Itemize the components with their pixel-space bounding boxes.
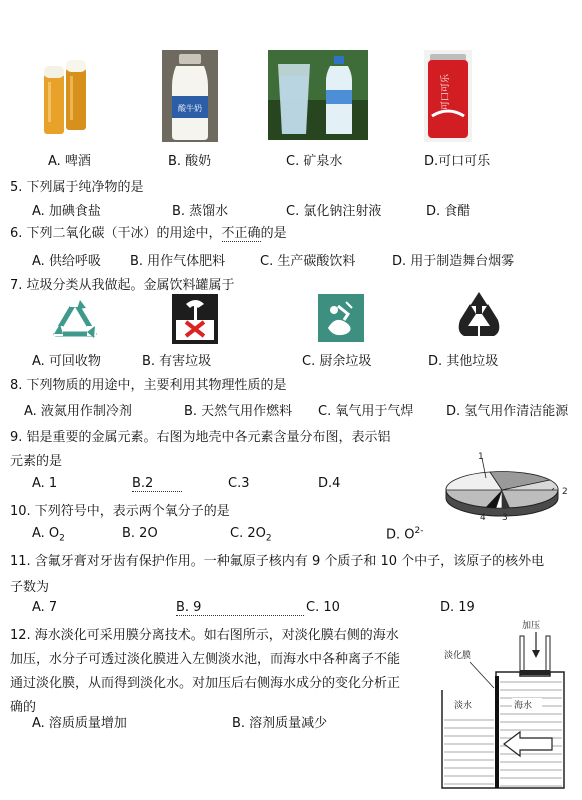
membrane-label: 淡化膜 [444, 651, 472, 661]
q7-option-d[interactable]: D. 其他垃圾 [428, 354, 499, 369]
q6-option-a[interactable]: A. 供给呼吸 [32, 254, 101, 269]
q12-option-b[interactable]: B. 溶剂质量减少 [232, 716, 328, 731]
membrane-desalination-diagram [440, 616, 574, 796]
q11-option-d[interactable]: D. 19 [440, 600, 475, 615]
q10-option-d-text: D. O [386, 527, 415, 543]
yogurt-image [162, 50, 218, 142]
mineral-water-image [268, 50, 368, 140]
pie-label-2: 2 [562, 487, 568, 497]
q4-option-d[interactable]: D.可口可乐 [424, 154, 491, 169]
q9-option-c[interactable]: C.3 [228, 476, 250, 491]
pressure-label: 加压 [522, 621, 541, 631]
q11-stem-line2: 子数为 [10, 580, 50, 595]
q5-option-a[interactable]: A. 加碘食盐 [32, 204, 101, 219]
q7-stem: 7. 垃圾分类从我做起。金属饮料罐属于 [10, 278, 235, 293]
q11-option-a[interactable]: A. 7 [32, 600, 58, 615]
q12-stem-line3: 通过淡化膜，从而得到淡化水。对加压后右侧海水成分的变化分析正 [10, 676, 401, 691]
q12-option-a[interactable]: A. 溶质质量增加 [32, 716, 127, 731]
pie-label-3: 3 [502, 513, 508, 522]
q5-option-c[interactable]: C. 氯化钠注射液 [286, 204, 382, 219]
q8-option-d[interactable]: D. 氢气用作清洁能源 [446, 404, 569, 419]
crust-element-pie-figure [440, 450, 570, 522]
q6-stem-post: 的是 [260, 226, 287, 241]
q6-option-d[interactable]: D. 用于制造舞台烟雾 [392, 254, 515, 269]
q9-option-b[interactable]: B.2 [132, 476, 182, 492]
q8-stem: 8. 下列物质的用途中，主要利用其物理性质的是 [10, 378, 287, 393]
q5-option-b[interactable]: B. 蒸馏水 [172, 204, 229, 219]
q12-stem-line2: 加压，水分子可透过淡化膜进入左侧淡水池，而海水中各种离子不能 [10, 652, 401, 667]
q10-option-a[interactable] [32, 526, 65, 544]
q7-option-a[interactable]: A. 可回收物 [32, 354, 101, 369]
q10-option-b[interactable]: B. 2O [122, 526, 158, 541]
q4-option-a[interactable]: A. 啤酒 [48, 154, 91, 169]
q10-option-c[interactable] [230, 526, 272, 544]
pie-label-1: 1 [478, 452, 484, 462]
q9-stem-line1: 9. 铝是重要的金属元素。右图为地壳中各元素含量分布图，表示铝 [10, 430, 391, 445]
sea-water-label: 海水 [514, 701, 533, 711]
q8-option-a[interactable]: A. 液氮用作制冷剂 [24, 404, 132, 419]
q9-stem-line2: 元素的是 [10, 454, 63, 469]
q5-option-d[interactable]: D. 食醋 [426, 204, 471, 219]
q7-option-c[interactable]: C. 厨余垃圾 [302, 354, 372, 369]
q9-option-d[interactable]: D.4 [318, 476, 341, 491]
beer-image [38, 52, 94, 142]
q12-stem-line1: 12. 海水淡化可采用膜分离技术。如右图所示，对淡化膜右侧的海水 [10, 628, 399, 643]
q10-option-d-sup: 2- [414, 526, 424, 536]
hazardous-waste-icon [172, 294, 218, 344]
other-waste-icon [456, 290, 502, 340]
q10-option-a-sub: 2 [59, 533, 65, 544]
q11-option-b[interactable]: B. 9 [176, 600, 304, 616]
q4-option-b[interactable]: B. 酸奶 [168, 154, 212, 169]
yogurt-label: 酸牛奶 [178, 104, 202, 113]
q6-stem-pre: 6. 下列二氧化碳（干冰）的用途中， [10, 226, 222, 241]
q10-option-d[interactable] [386, 526, 424, 542]
q8-option-c[interactable]: C. 氧气用于气焊 [318, 404, 414, 419]
q6-stem-emphasis: 不正确 [221, 226, 261, 241]
q10-option-a-text: A. O [32, 526, 60, 541]
q6-option-b[interactable]: B. 用作气体肥料 [130, 254, 226, 269]
q8-option-b[interactable]: B. 天然气用作燃料 [184, 404, 293, 419]
fresh-water-label: 淡水 [454, 701, 473, 711]
q10-option-c-text: C. 2O [230, 526, 266, 541]
pie-label-4: 4 [480, 513, 486, 522]
q11-stem-line1: 11. 含氟牙膏对牙齿有保护作用。一种氟原子核内有 9 个质子和 10 个中子，该原子的核外电 [10, 554, 545, 569]
q9-option-a[interactable]: A. 1 [32, 476, 58, 491]
q4-option-c[interactable]: C. 矿泉水 [286, 154, 343, 169]
q10-option-c-sub: 2 [265, 533, 272, 544]
q5-stem: 5. 下列属于纯净物的是 [10, 180, 144, 195]
q11-option-c[interactable]: C. 10 [306, 600, 340, 615]
cola-label: 可口可乐 [441, 73, 451, 111]
recycle-icon [50, 296, 100, 342]
q12-stem-line4: 确的 [10, 700, 37, 715]
q6-option-c[interactable]: C. 生产碳酸饮料 [260, 254, 356, 269]
q10-stem: 10. 下列符号中，表示两个氧分子的是 [10, 504, 230, 519]
cola-image [424, 50, 472, 142]
q6-stem [10, 222, 287, 241]
kitchen-waste-icon [318, 294, 364, 342]
q7-option-b[interactable]: B. 有害垃圾 [142, 354, 212, 369]
